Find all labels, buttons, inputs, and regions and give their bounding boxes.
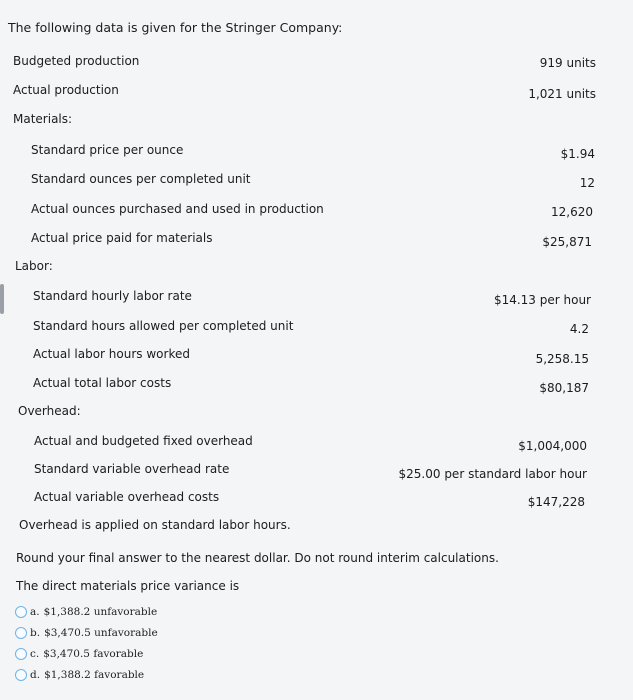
- option-a[interactable]: [15, 605, 157, 619]
- option-letter: c.: [30, 648, 40, 660]
- actual-price-value: $25,871: [542, 235, 592, 249]
- var-cost-value: $147,228: [527, 495, 585, 509]
- radio-circle-icon[interactable]: [15, 648, 27, 660]
- fixed-overhead-value: $1,004,000: [518, 439, 587, 453]
- radio-circle-icon[interactable]: [15, 627, 27, 639]
- actual-production-value: 1,021 units: [528, 87, 596, 101]
- fixed-overhead-label: Actual and budgeted fixed overhead: [34, 434, 253, 448]
- actual-price-label: Actual price paid for materials: [31, 231, 213, 245]
- std-hours-value: 4.2: [569, 322, 589, 336]
- actual-hours-value: 5,258.15: [535, 352, 589, 366]
- option-text: $1,388.2 unfavorable: [43, 606, 158, 618]
- labor-heading: Labor:: [15, 259, 53, 273]
- option-letter: b.: [30, 627, 41, 639]
- actual-hours-label: Actual labor hours worked: [33, 347, 190, 361]
- std-hours-label: Standard hours allowed per completed unit: [33, 319, 294, 333]
- std-price-label: Standard price per ounce: [31, 143, 184, 157]
- option-text: $3,470.5 favorable: [43, 648, 144, 660]
- actual-ounces-label: Actual ounces purchased and used in production: [31, 202, 324, 216]
- actual-production-label: Actual production: [13, 83, 119, 97]
- option-text: $3,470.5 unfavorable: [44, 627, 158, 639]
- overhead-heading: Overhead:: [18, 404, 81, 418]
- option-text: $1,388.2 favorable: [44, 669, 145, 681]
- std-ounces-value: 12: [579, 176, 595, 190]
- std-rate-value: $14.13 per hour: [493, 293, 591, 307]
- var-rate-value: $25.00 per standard labor hour: [398, 467, 587, 481]
- overhead-note: Overhead is applied on standard labor hours.: [19, 518, 291, 532]
- scroll-edge-marker: [0, 284, 4, 314]
- option-d[interactable]: [15, 668, 144, 682]
- option-b[interactable]: [15, 626, 158, 640]
- rounding-instruction: Round your final answer to the nearest dollar. Do not round interim calculations.: [16, 551, 499, 565]
- std-rate-label: Standard hourly labor rate: [33, 289, 192, 303]
- intro-text: The following data is given for the Stringer Company:: [8, 20, 343, 35]
- radio-circle-icon[interactable]: [15, 669, 27, 681]
- question-text: The direct materials price variance is: [16, 579, 240, 593]
- std-ounces-label: Standard ounces per completed unit: [31, 172, 251, 186]
- actual-cost-value: $80,187: [539, 381, 589, 395]
- actual-ounces-value: 12,620: [551, 205, 593, 219]
- var-cost-label: Actual variable overhead costs: [34, 490, 220, 504]
- option-letter: d.: [30, 669, 41, 681]
- budgeted-production-value: 919 units: [539, 56, 596, 70]
- radio-circle-icon[interactable]: [15, 606, 27, 618]
- var-rate-label: Standard variable overhead rate: [34, 462, 230, 476]
- option-letter: a.: [30, 606, 40, 618]
- budgeted-production-label: Budgeted production: [13, 54, 140, 68]
- materials-heading: Materials:: [13, 112, 73, 126]
- std-price-value: $1.94: [560, 147, 595, 161]
- option-c[interactable]: [15, 647, 143, 661]
- actual-cost-label: Actual total labor costs: [33, 376, 172, 390]
